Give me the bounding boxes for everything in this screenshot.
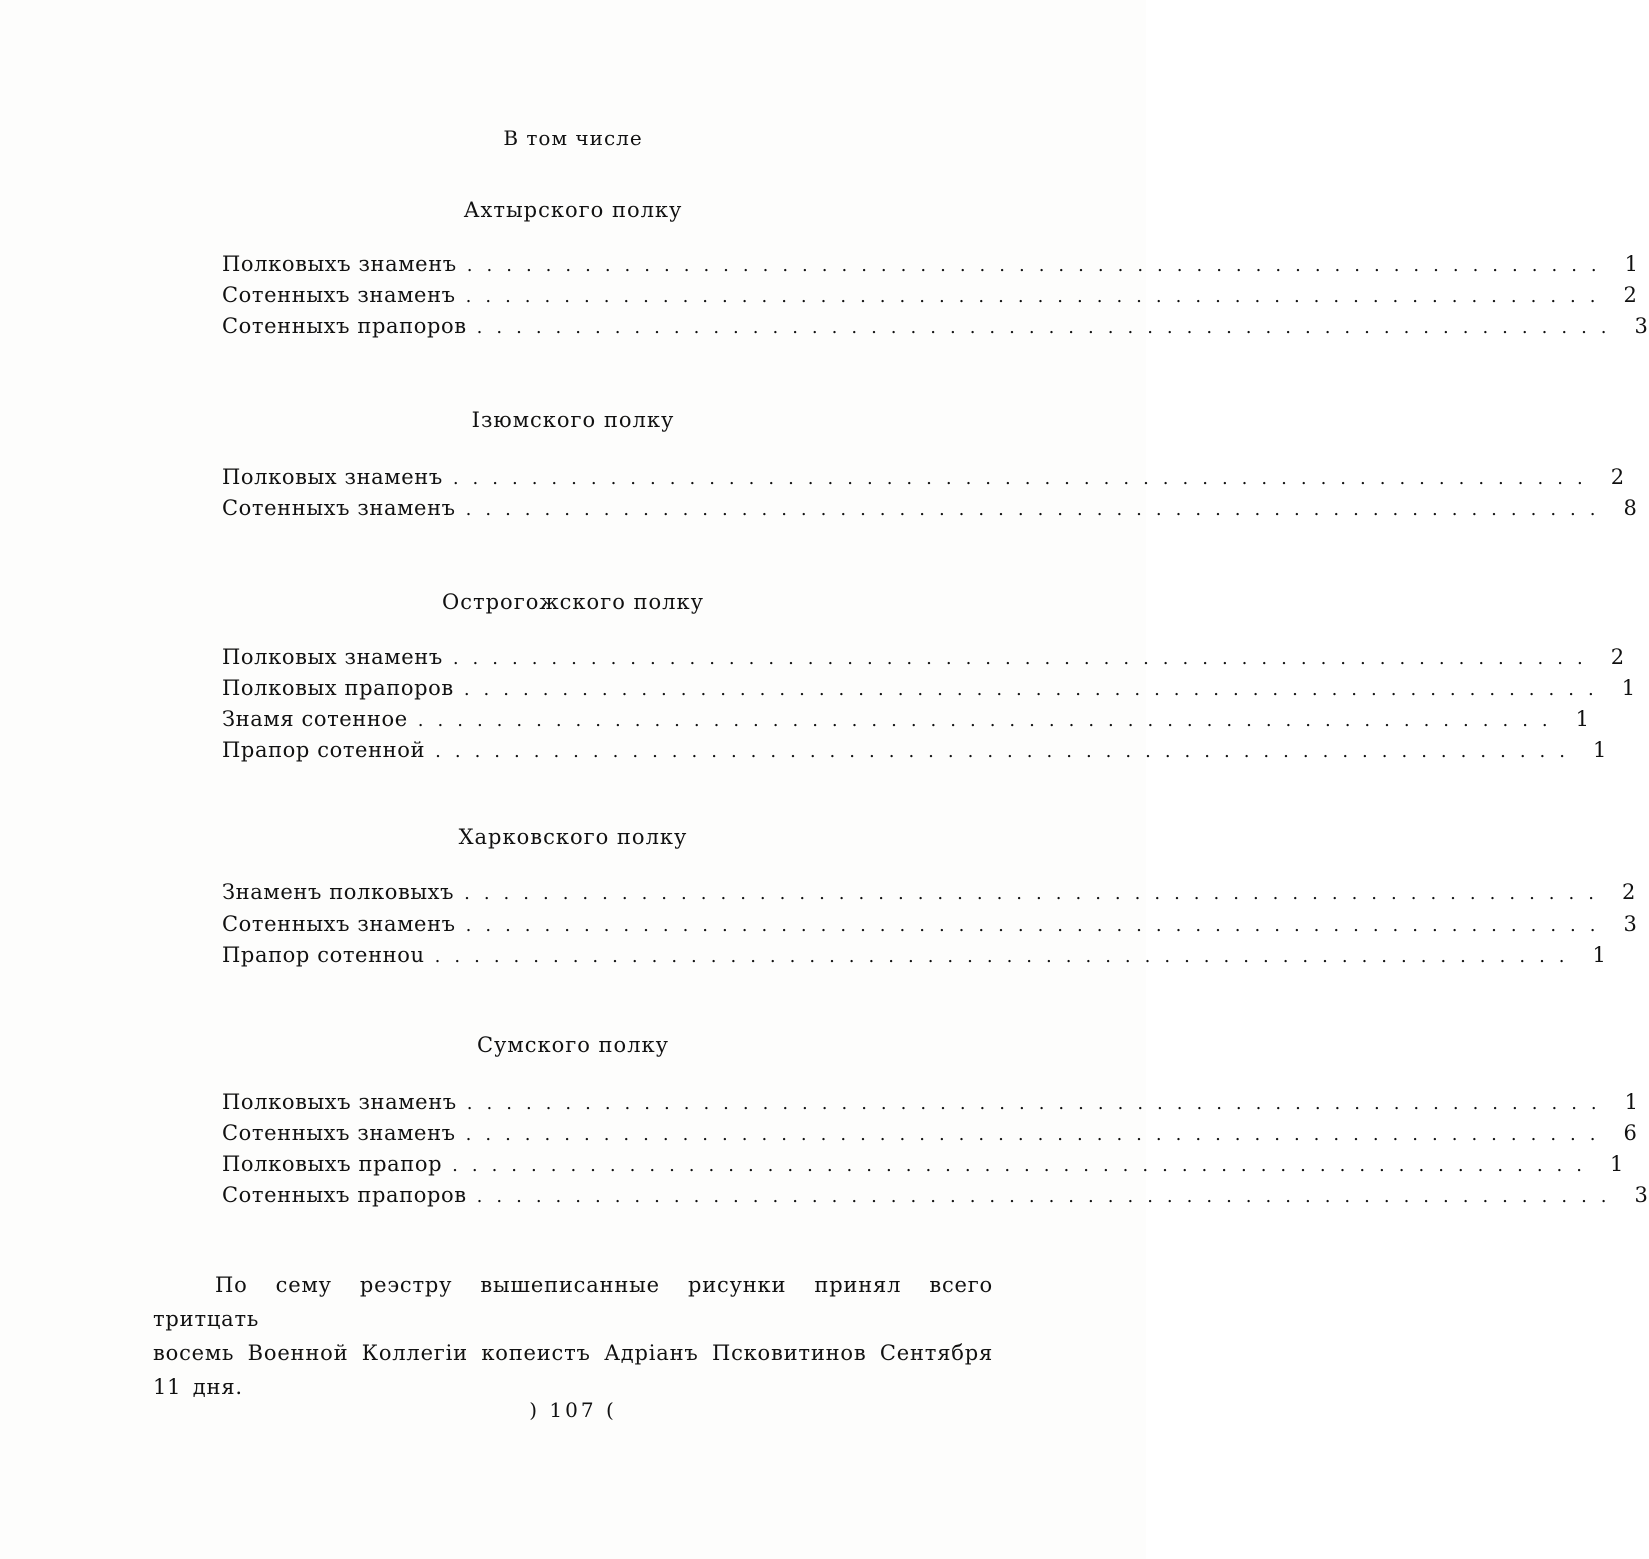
entry-count: 1 [1624,252,1639,276]
dot-leader: .......................................................... [452,648,1597,669]
entry-count: 1 [1575,707,1590,731]
entry-count: 1 [1593,738,1607,762]
entry-label: Полковых знаменъ [222,645,443,669]
dot-leader: .......................................................... [476,317,1621,338]
entry-count: 1 [1624,1090,1639,1114]
section-title: Острогожского полку [442,590,704,614]
closing-line: восемь Военной Коллегіи копеистъ Адріанъ Псковитинов Сентября [153,1341,993,1365]
entry-label: Сотенныхъ знаменъ [222,283,456,307]
page-number: ) 107 ( [529,1398,617,1422]
dot-leader: .......................................................... [465,915,1610,936]
closing-line: По сему реэстру вышеписанные рисунки принял всего тритцать [153,1273,993,1331]
entry-label: Полковых прапоров [222,676,454,700]
entry-label: Знамя сотенное [222,707,408,731]
list-item [222,1121,1638,1151]
list-item [222,1152,1624,1182]
list-item [222,707,1590,737]
entry-label: Полковых знаменъ [222,465,443,489]
dot-leader: .......................................................... [465,499,1610,520]
closing-paragraph [153,1268,993,1404]
list-item [222,912,1638,942]
list-item [222,738,1607,768]
dot-leader: .......................................................... [476,1186,1621,1207]
dot-leader: .......................................................... [452,1155,1596,1176]
entry-label: Сотенныхъ прапоров [222,314,467,338]
entry-count: 3 [1623,912,1638,936]
entry-count: 1 [1592,943,1607,967]
entry-count: 3 [1634,314,1649,338]
dot-leader: .......................................................... [463,679,1608,700]
entry-label: Сотенныхъ знаменъ [222,912,456,936]
entry-count: 6 [1623,1121,1638,1145]
dot-leader: .......................................................... [417,710,1562,731]
list-item [222,676,1636,706]
closing-line: 11 дня. [153,1375,243,1399]
list-item [222,252,1639,282]
list-item [222,1090,1639,1120]
dot-leader: .......................................................... [452,468,1597,489]
list-item [222,1183,1649,1213]
list-item [222,465,1625,495]
entry-label: Прапор сотенноu [222,943,425,967]
section-title: Ахтырского полку [463,198,683,222]
dot-leader: .......................................................... [466,255,1611,276]
entry-label: Сотенныхъ знаменъ [222,1121,456,1145]
entry-label: Сотенныхъ прапоров [222,1183,467,1207]
entry-count: 2 [1621,880,1636,904]
dot-leader: .......................................................... [464,883,1608,904]
entry-label: Полковыхъ знаменъ [222,252,457,276]
list-item [222,283,1638,313]
dot-leader: .......................................................... [434,946,1579,967]
list-item [222,496,1638,526]
intro-heading: В том числе [503,126,643,150]
entry-count: 2 [1610,645,1625,669]
dot-leader: .......................................................... [466,1093,1611,1114]
entry-count: 1 [1610,1152,1624,1176]
entry-label: Прапор сотенной [222,738,426,762]
entry-count: 1 [1621,676,1636,700]
entry-label: Знаменъ полковыхъ [222,880,455,904]
entry-count: 3 [1634,1183,1649,1207]
section-title: Сумского полку [476,1033,670,1057]
list-item [222,880,1636,910]
dot-leader: .......................................................... [465,1124,1610,1145]
entry-count: 8 [1623,496,1638,520]
dot-leader: .......................................................... [435,741,1579,762]
entry-label: Сотенныхъ знаменъ [222,496,456,520]
entry-label: Полковыхъ прапор [222,1152,443,1176]
section-title: Ізюмского полку [471,408,675,432]
section-title: Харковского полку [458,825,688,849]
list-item [222,943,1607,973]
dot-leader: .......................................................... [465,286,1610,307]
entry-count: 2 [1623,283,1638,307]
entry-count: 2 [1610,465,1625,489]
list-item [222,314,1649,344]
list-item [222,645,1625,675]
entry-label: Полковыхъ знаменъ [222,1090,457,1114]
